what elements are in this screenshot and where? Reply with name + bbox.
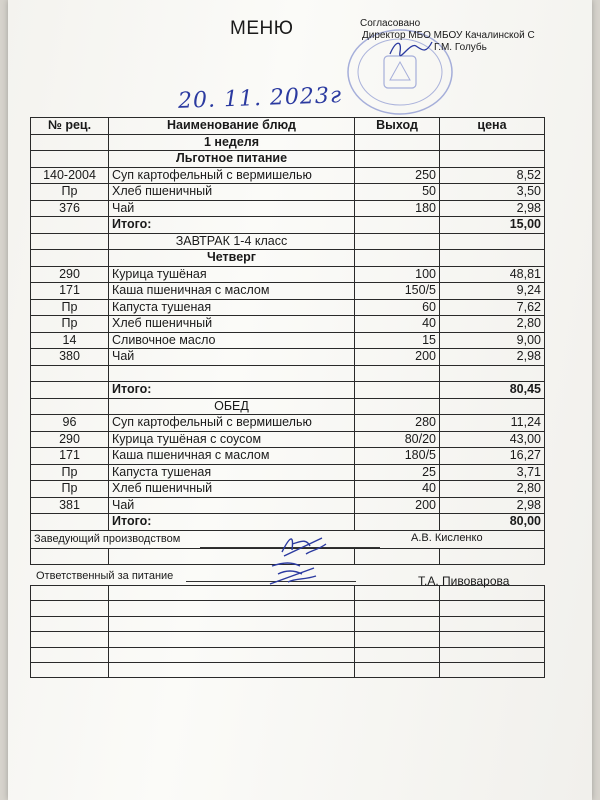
table-row (31, 250, 545, 267)
price: 2,98 (440, 497, 545, 514)
table-row (31, 431, 545, 448)
header-portion: Выход (355, 118, 440, 135)
dish-name: Чай (109, 200, 355, 217)
dish-name: Каша пшеничная с маслом (109, 283, 355, 300)
week-label: 1 неделя (109, 134, 355, 151)
total-value: 80,45 (440, 382, 545, 399)
price: 2,80 (440, 316, 545, 333)
table-row (31, 497, 545, 514)
price: 48,81 (440, 266, 545, 283)
price: 9,00 (440, 332, 545, 349)
header-price: цена (440, 118, 545, 135)
price: 8,52 (440, 167, 545, 184)
portion: 50 (355, 184, 440, 201)
dish-name: Суп картофельный с вермишелью (109, 167, 355, 184)
portion: 40 (355, 481, 440, 498)
table-row (31, 266, 545, 283)
table-row (31, 349, 545, 366)
recipe-no: Пр (31, 481, 109, 498)
recipe-no: 14 (31, 332, 109, 349)
table-row (31, 365, 545, 382)
dish-name: Чай (109, 497, 355, 514)
responsible-name: Т.А. Пивоварова (418, 574, 510, 588)
dish-name: Курица тушёная с соусом (109, 431, 355, 448)
total-value: 15,00 (440, 217, 545, 234)
table-row (31, 217, 545, 234)
dish-name: Капуста тушеная (109, 464, 355, 481)
price: 3,50 (440, 184, 545, 201)
portion: 250 (355, 167, 440, 184)
portion: 180/5 (355, 448, 440, 465)
total-label: Итого: (109, 382, 355, 399)
table-row (31, 514, 545, 531)
head-of-production-name: А.В. Кисленко (411, 531, 483, 544)
portion: 180 (355, 200, 440, 217)
section-breakfast: ЗАВТРАК 1-4 класс (109, 233, 355, 250)
recipe-no: 96 (31, 415, 109, 432)
price: 2,80 (440, 481, 545, 498)
dish-name: Чай (109, 349, 355, 366)
dish-name: Суп картофельный с вермишелью (109, 415, 355, 432)
table-row (31, 481, 545, 498)
table-header (31, 118, 545, 135)
approval-position: Директор МБО МБОУ Качалинской С (362, 30, 535, 41)
recipe-no: 376 (31, 200, 109, 217)
total-label: Итого: (109, 514, 355, 531)
portion: 40 (355, 316, 440, 333)
price: 16,27 (440, 448, 545, 465)
recipe-no: Пр (31, 299, 109, 316)
table-row (31, 184, 545, 201)
table-row (31, 332, 545, 349)
blank-row (31, 632, 545, 647)
responsible-signature (264, 560, 322, 588)
table-row (31, 283, 545, 300)
blank-row (31, 586, 545, 601)
blank-grid (30, 585, 545, 678)
price: 9,24 (440, 283, 545, 300)
table-row (31, 167, 545, 184)
handwritten-date: 20. 11. 2023г (177, 83, 343, 114)
price: 7,62 (440, 299, 545, 316)
table-row (31, 448, 545, 465)
menu-table (30, 117, 545, 565)
portion: 100 (355, 266, 440, 283)
menu-sheet (8, 0, 592, 800)
blank-row (31, 647, 545, 662)
portion: 25 (355, 464, 440, 481)
price: 3,71 (440, 464, 545, 481)
recipe-no: 381 (31, 497, 109, 514)
table-row (31, 200, 545, 217)
head-of-production-signature (276, 532, 330, 560)
portion: 280 (355, 415, 440, 432)
table-row (31, 134, 545, 151)
portion: 15 (355, 332, 440, 349)
head-of-production-label: Заведующий производством (34, 532, 181, 545)
recipe-no: Пр (31, 316, 109, 333)
portion: 200 (355, 349, 440, 366)
approval-name: Г.М. Голубь (434, 42, 487, 53)
blank-row (31, 601, 545, 616)
price: 43,00 (440, 431, 545, 448)
portion: 200 (355, 497, 440, 514)
section-lunch: ОБЕД (109, 398, 355, 415)
recipe-no: Пр (31, 184, 109, 201)
dish-name: Хлеб пшеничный (109, 481, 355, 498)
day-label: Четверг (109, 250, 355, 267)
total-value: 80,00 (440, 514, 545, 531)
header-recipe-no: № рец. (31, 118, 109, 135)
table-row (31, 233, 545, 250)
recipe-no: 290 (31, 266, 109, 283)
table-row (31, 398, 545, 415)
recipe-no: 140-2004 (31, 167, 109, 184)
recipe-no: 171 (31, 283, 109, 300)
table-row (31, 151, 545, 168)
table-row (31, 415, 545, 432)
dish-name: Каша пшеничная с маслом (109, 448, 355, 465)
dish-name: Курица тушёная (109, 266, 355, 283)
portion: 80/20 (355, 431, 440, 448)
director-signature (386, 36, 436, 60)
portion: 150/5 (355, 283, 440, 300)
recipe-no: Пр (31, 464, 109, 481)
recipe-no: 290 (31, 431, 109, 448)
blank-row (31, 616, 545, 631)
dish-name: Хлеб пшеничный (109, 184, 355, 201)
portion: 60 (355, 299, 440, 316)
approval-heading: Согласовано (360, 18, 421, 29)
table-row (31, 299, 545, 316)
header-dish-name: Наименование блюд (109, 118, 355, 135)
category-label: Льготное питание (109, 151, 355, 168)
table-row (31, 464, 545, 481)
dish-name: Хлеб пшеничный (109, 316, 355, 333)
table-row (31, 316, 545, 333)
table-row (31, 382, 545, 399)
dish-name: Капуста тушеная (109, 299, 355, 316)
total-label: Итого: (109, 217, 355, 234)
price: 2,98 (440, 349, 545, 366)
blank-row (31, 662, 545, 677)
responsible-label: Ответственный за питание (36, 570, 174, 582)
price: 11,24 (440, 415, 545, 432)
dish-name: Сливочное масло (109, 332, 355, 349)
document-title: МЕНЮ (230, 18, 294, 39)
price: 2,98 (440, 200, 545, 217)
recipe-no: 380 (31, 349, 109, 366)
recipe-no: 171 (31, 448, 109, 465)
